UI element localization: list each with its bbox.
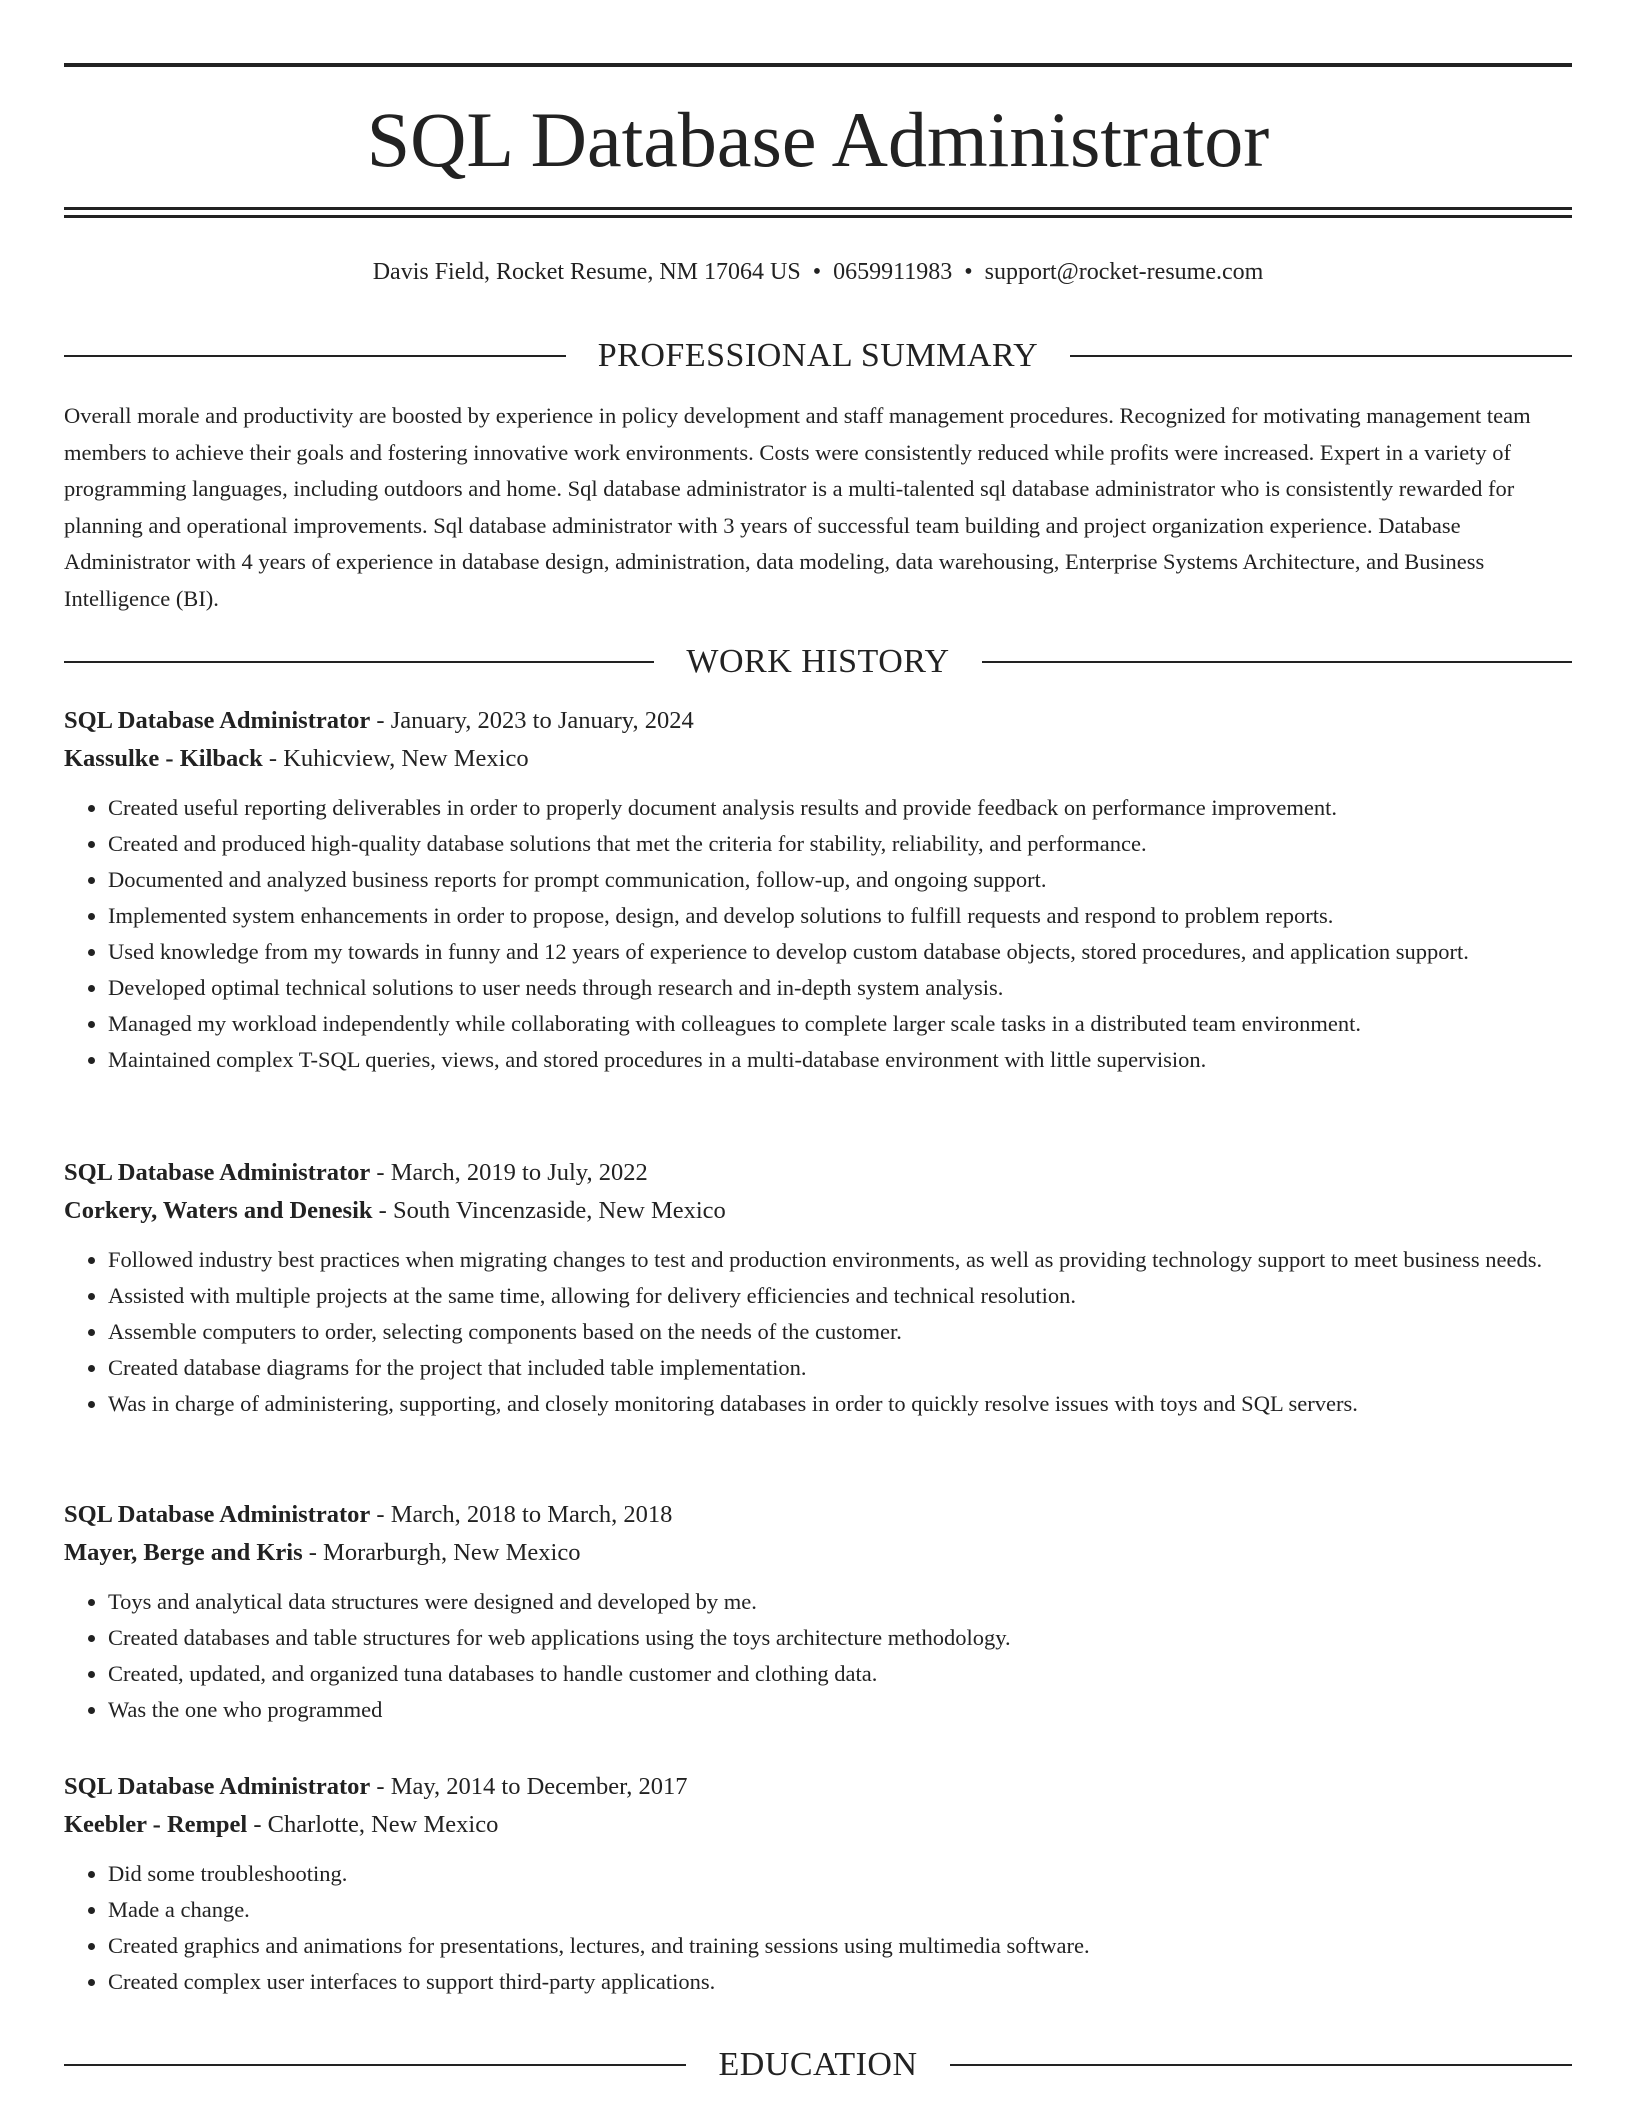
job-bullet: • Did some troubleshooting. <box>108 1856 1572 1892</box>
job-company: Mayer, Berge and Kris <box>64 1539 303 1566</box>
section-heading-education <box>64 2043 1572 2087</box>
job-bullet: • Was in charge of administering, supporting, and closely monitoring databases in order to quickly resolve issues with toys and SQL servers. <box>108 1386 1572 1422</box>
divider-line <box>64 2064 686 2066</box>
contact-separator: • <box>964 259 973 285</box>
job-entry <box>64 1154 1572 1422</box>
job-bullet: • Implemented system enhancements in order to propose, design, and develop solutions to fulfill requests and respond to problem reports. <box>108 898 1572 934</box>
divider-line <box>982 661 1572 663</box>
divider-line <box>64 661 654 663</box>
job-title-line: SQL Database Administrator - March, 2018 to March, 2018 <box>64 1501 673 1528</box>
job-bullets <box>64 1856 1572 2000</box>
job-bullet: • Followed industry best practices when migrating changes to test and production environments, as well as providing technology support to meet business needs. <box>108 1242 1572 1278</box>
job-bullet: • Created useful reporting deliverables in order to properly document analysis results and provide feedback on performance improvement. <box>108 790 1572 826</box>
job-dates: March, 2018 to March, 2018 <box>390 1501 673 1528</box>
job-bullets <box>64 790 1572 1078</box>
contact-address: Davis Field, Rocket Resume, NM 17064 US <box>372 259 801 285</box>
job-location: South Vincenzaside, New Mexico <box>392 1197 726 1224</box>
job-company: Corkery, Waters and Denesik <box>64 1197 373 1224</box>
job-bullet: • Was the one who programmed <box>108 1692 1572 1728</box>
job-company-line: Mayer, Berge and Kris - Morarburgh, New Mexico <box>64 1539 581 1566</box>
job-title: SQL Database Administrator <box>64 1501 371 1528</box>
contact-email: support@rocket-resume.com <box>984 259 1264 285</box>
top-rule <box>64 63 1572 67</box>
job-bullet: • Created complex user interfaces to support third-party applications. <box>108 1964 1572 2000</box>
summary-paragraph: Overall morale and productivity are boosted by experience in policy development and staff management procedures. Recognized for motivating management team members to achieve their goals and fostering innovative work environments. Costs were consistently reduced while profits were increased. Expert in a variety of programming languages, including outdoors and home. Sql database administrator is a multi-talented sql database administrator who is consistently rewarded for planning and operational improvements. Sql database administrator with 3 years of successful team building and project organization experience. Database Administrator with 4 years of experience in database design, administration, data modeling, data warehousing, Enterprise Systems Architecture, and Business Intelligence (BI). <box>64 403 1531 611</box>
job-bullet: • Developed optimal technical solutions to user needs through research and in-depth system analysis. <box>108 970 1572 1006</box>
job-bullet: • Made a change. <box>108 1892 1572 1928</box>
job-bullet: • Toys and analytical data structures were designed and developed by me. <box>108 1584 1572 1620</box>
job-title: SQL Database Administrator <box>64 707 371 734</box>
section-title: EDUCATION <box>718 2046 918 2083</box>
section-heading-work-history <box>64 640 1572 684</box>
job-entry <box>64 1768 1572 2000</box>
job-bullets <box>64 1242 1572 1422</box>
job-company: Keebler - Rempel <box>64 1811 248 1838</box>
job-title-line: SQL Database Administrator - January, 2023 to January, 2024 <box>64 707 694 734</box>
job-bullet: • Created, updated, and organized tuna databases to handle customer and clothing data. <box>108 1656 1572 1692</box>
job-bullet: • Managed my workload independently while collaborating with colleagues to complete larger scale tasks in a distributed team environment. <box>108 1006 1572 1042</box>
job-location: Kuhicview, New Mexico <box>283 745 529 772</box>
job-bullet: • Created graphics and animations for presentations, lectures, and training sessions using multimedia software. <box>108 1928 1572 1964</box>
job-entry <box>64 702 1572 1078</box>
divider-line <box>64 355 566 357</box>
job-location: Morarburgh, New Mexico <box>323 1539 581 1566</box>
section-heading-summary <box>64 334 1572 378</box>
contact-separator: • <box>812 259 822 285</box>
job-bullets <box>64 1584 1572 1728</box>
job-location: Charlotte, New Mexico <box>267 1811 499 1838</box>
job-title-line: SQL Database Administrator - May, 2014 to December, 2017 <box>64 1773 688 1800</box>
job-dates: May, 2014 to December, 2017 <box>390 1773 688 1800</box>
contact-phone: 0659911983 <box>833 259 953 285</box>
divider-line <box>1070 355 1572 357</box>
job-title: SQL Database Administrator <box>64 1773 371 1800</box>
section-title: PROFESSIONAL SUMMARY <box>597 337 1039 374</box>
job-company-line: Keebler - Rempel - Charlotte, New Mexico <box>64 1811 499 1838</box>
job-entry <box>64 1496 1572 1728</box>
job-bullet: • Created databases and table structures for web applications using the toys architecture methodology. <box>108 1620 1572 1656</box>
job-title: SQL Database Administrator <box>64 1159 371 1186</box>
section-title: WORK HISTORY <box>686 643 950 680</box>
job-bullet: • Maintained complex T-SQL queries, views, and stored procedures in a multi-database environment with little supervision. <box>108 1042 1572 1078</box>
job-bullet: • Assisted with multiple projects at the same time, allowing for delivery efficiencies and technical resolution. <box>108 1278 1572 1314</box>
job-bullet: • Assemble computers to order, selecting components based on the needs of the customer. <box>108 1314 1572 1350</box>
job-bullet: • Documented and analyzed business reports for prompt communication, follow-up, and ongoing support. <box>108 862 1572 898</box>
job-company-line: Corkery, Waters and Denesik - South Vincenzaside, New Mexico <box>64 1197 726 1224</box>
job-bullet: • Used knowledge from my towards in funny and 12 years of experience to develop custom database objects, stored procedures, and application support. <box>108 934 1572 970</box>
job-bullet: • Created database diagrams for the project that included table implementation. <box>108 1350 1572 1386</box>
title-double-rule <box>64 207 1572 218</box>
contact-line <box>64 254 1572 290</box>
job-dates: January, 2023 to January, 2024 <box>390 707 694 734</box>
divider-line <box>950 2064 1572 2066</box>
job-title-line: SQL Database Administrator - March, 2019 to July, 2022 <box>64 1159 648 1186</box>
job-company: Kassulke - Kilback <box>64 745 263 772</box>
resume-title: SQL Database Administrator <box>366 96 1270 183</box>
job-bullet: • Created and produced high-quality database solutions that met the criteria for stability, reliability, and performance. <box>108 826 1572 862</box>
job-company-line: Kassulke - Kilback - Kuhicview, New Mexico <box>64 745 529 772</box>
job-dates: March, 2019 to July, 2022 <box>390 1159 648 1186</box>
